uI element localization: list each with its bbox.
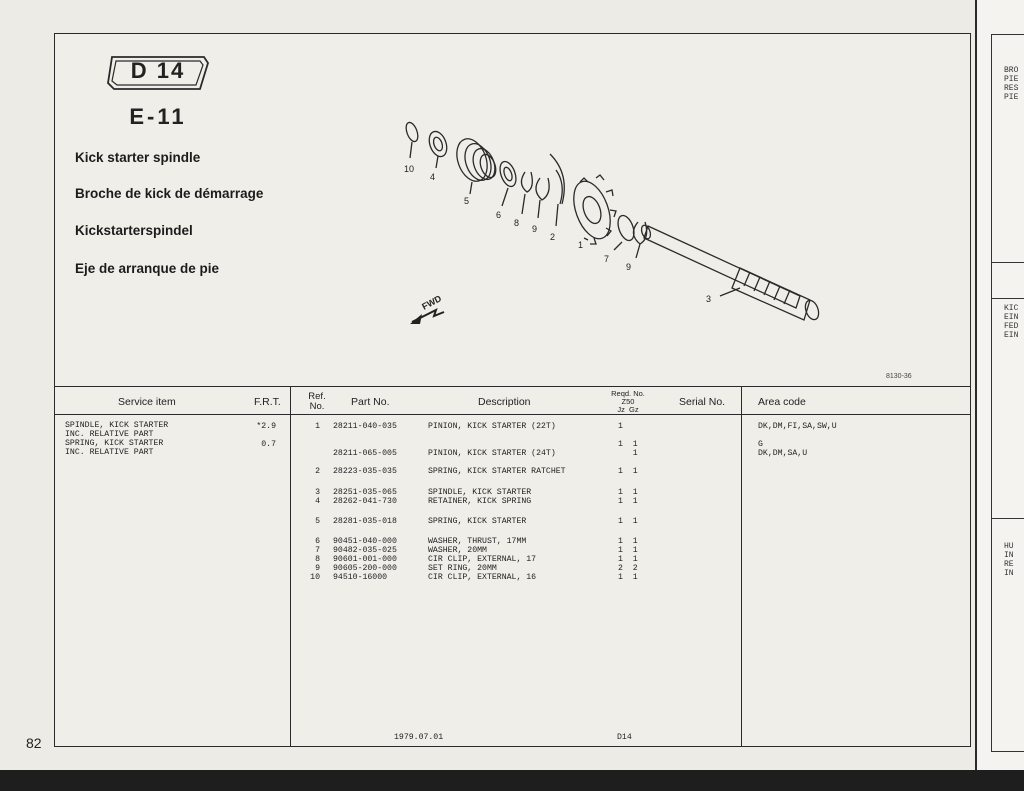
part-no-cell: 28251-035-065 <box>333 488 397 497</box>
exploded-parts-diagram <box>360 110 840 350</box>
header-model: Z50 <box>621 397 635 406</box>
adjacent-page-divider <box>991 298 1024 299</box>
callout-10: 10 <box>404 164 415 174</box>
page-number: 82 <box>26 735 42 751</box>
description-cell: CIR CLIP, EXTERNAL, 17 <box>428 555 537 564</box>
frt-1: *2.9 <box>256 422 276 431</box>
ref-no-cell: 9 <box>315 564 320 573</box>
quantity-cell: 1 1 <box>618 555 638 564</box>
area-code-cell: DK,DM,SA,U <box>758 449 808 458</box>
quantity-cell: 1 <box>618 449 638 458</box>
part-3-spindle <box>640 224 821 321</box>
part-no-cell: 28211-040-035 <box>333 422 397 431</box>
part-no-cell: 28262-041-730 <box>333 497 397 506</box>
forward-arrow-icon <box>410 310 444 324</box>
callout-4: 4 <box>430 172 436 182</box>
callout-1: 1 <box>578 240 584 250</box>
header-ref-no: Ref. No. <box>308 391 326 412</box>
quantity-cell: 1 1 <box>618 488 638 497</box>
table-column-rule <box>741 386 742 747</box>
ref-no-cell: 10 <box>310 573 320 582</box>
quantity-cell: 1 1 <box>618 517 638 526</box>
quantity-cell: 1 1 <box>618 497 638 506</box>
adjacent-page-text: KIC EIN FED EIN <box>1004 304 1019 340</box>
header-serial-no: Serial No. <box>679 396 726 408</box>
header-reqd-no: Reqd. No. <box>611 389 645 398</box>
frt-2: 0.7 <box>261 440 276 449</box>
title-french: Broche de kick de démarrage <box>75 186 264 201</box>
callout-3: 3 <box>706 294 712 304</box>
footer-date: 1979.07.01 <box>394 733 444 742</box>
section-code-badge <box>106 55 210 91</box>
ref-no-cell: 2 <box>315 467 320 476</box>
callout-6: 6 <box>496 210 502 220</box>
callout-5: 5 <box>464 196 470 206</box>
part-9-set-ring <box>536 178 549 200</box>
callout-9b: 9 <box>626 262 632 272</box>
part-no-cell: 90451-040-000 <box>333 537 397 546</box>
adjacent-page-text: HU IN RE IN <box>1004 542 1014 578</box>
quantity-cell: 1 1 <box>618 537 638 546</box>
table-column-rule <box>290 386 291 747</box>
description-cell: SET RING, 20MM <box>428 564 497 573</box>
adjacent-page-divider <box>991 518 1024 519</box>
scanner-edge <box>0 770 1024 791</box>
description-cell: SPRING, KICK STARTER RATCHET <box>428 467 566 476</box>
header-area-code: Area code <box>758 396 806 408</box>
ref-no-cell: 4 <box>315 497 320 506</box>
quantity-cell: 1 <box>618 422 623 431</box>
quantity-cell: 1 1 <box>618 440 638 449</box>
part-5-spring <box>451 135 499 186</box>
part-6-washer <box>497 159 519 188</box>
section-subcode: E-11 <box>129 104 187 129</box>
description-cell: PINION, KICK STARTER (22T) <box>428 422 556 431</box>
part-no-cell: 28281-035-018 <box>333 517 397 526</box>
table-header-rule <box>54 414 971 415</box>
adjacent-page-edge <box>975 0 1024 770</box>
adjacent-page-frame <box>991 34 1024 752</box>
part-no-cell: 90605-200-000 <box>333 564 397 573</box>
part-10-clip <box>404 121 420 143</box>
ref-no-cell: 3 <box>315 488 320 497</box>
service-item-2: SPRING, KICK STARTER INC. RELATIVE PART <box>65 439 164 457</box>
figure-code: 8130-36 <box>886 373 912 380</box>
callout-9: 9 <box>532 224 538 234</box>
description-cell: PINION, KICK STARTER (24T) <box>428 449 556 458</box>
part-4-retainer <box>426 129 450 159</box>
quantity-cell: 2 2 <box>618 564 638 573</box>
description-cell: WASHER, 20MM <box>428 546 487 555</box>
quantity-cell: 1 1 <box>618 467 638 476</box>
title-spanish: Eje de arranque de pie <box>75 261 220 276</box>
part-no-cell: 90601-001-000 <box>333 555 397 564</box>
callout-7: 7 <box>604 254 610 264</box>
header-service-item: Service item <box>118 396 176 408</box>
part-no-cell: 28223-035-035 <box>333 467 397 476</box>
title-english: Kick starter spindle <box>75 150 201 165</box>
ref-no-cell: 6 <box>315 537 320 546</box>
header-frt: F.R.T. <box>254 396 281 408</box>
header-part-no: Part No. <box>351 396 390 408</box>
part-no-cell: 90482-035-025 <box>333 546 397 555</box>
callout-2: 2 <box>550 232 556 242</box>
area-code-cell: DK,DM,FI,SA,SW,U <box>758 422 837 431</box>
quantity-cell: 1 1 <box>618 573 638 582</box>
area-code-cell: G <box>758 440 763 449</box>
description-cell: RETAINER, KICK SPRING <box>428 497 532 506</box>
part-no-cell: 94510-16000 <box>333 573 388 582</box>
quantity-cell: 1 1 <box>618 546 638 555</box>
callout-8: 8 <box>514 218 520 228</box>
part-2-ratchet-spring <box>550 154 564 204</box>
description-cell: SPRING, KICK STARTER <box>428 517 527 526</box>
part-8-clip <box>521 172 532 192</box>
part-no-cell: 28211-065-005 <box>333 449 397 458</box>
ref-no-cell: 5 <box>315 517 320 526</box>
forward-label: FWD <box>420 293 444 312</box>
service-item-1: SPINDLE, KICK STARTER INC. RELATIVE PART <box>65 421 169 439</box>
description-cell: CIR CLIP, EXTERNAL, 16 <box>428 573 537 582</box>
header-description: Description <box>478 396 531 408</box>
adjacent-page-text: BRO PIE RES PIE <box>1004 66 1019 102</box>
ref-no-cell: 1 <box>315 422 320 431</box>
ref-no-cell: 8 <box>315 555 320 564</box>
table-top-rule <box>54 386 971 387</box>
title-german: Kickstarterspindel <box>75 223 193 238</box>
footer-code: D14 <box>617 733 632 742</box>
description-cell: SPINDLE, KICK STARTER <box>428 488 532 497</box>
header-variants: Jz Gz <box>617 405 639 414</box>
adjacent-page-divider <box>991 262 1024 263</box>
description-cell: WASHER, THRUST, 17MM <box>428 537 527 546</box>
ref-no-cell: 7 <box>315 546 320 555</box>
part-1-pinion-gear <box>567 175 618 244</box>
section-code: D 14 <box>130 58 186 83</box>
